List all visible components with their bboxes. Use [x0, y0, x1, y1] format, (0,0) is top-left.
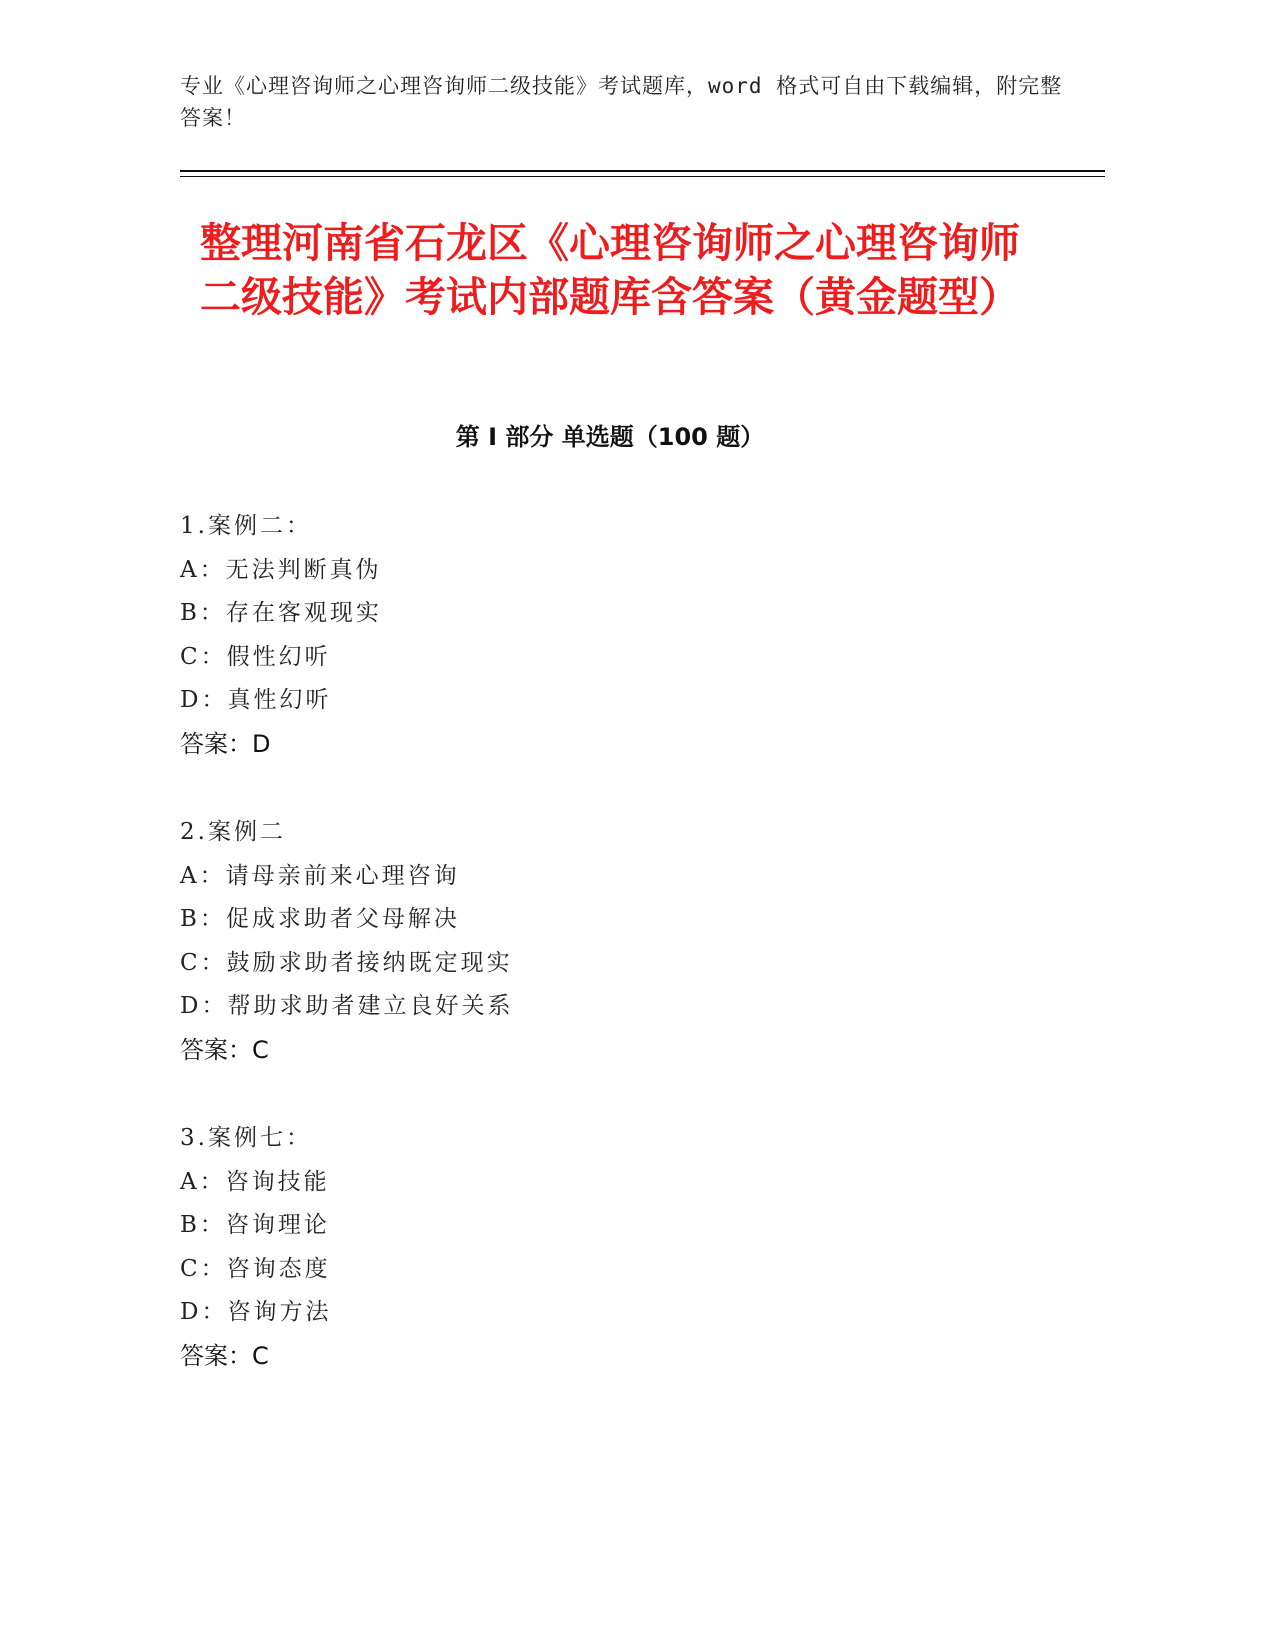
answer-line: 答案：C	[180, 1341, 269, 1370]
option-c: C：假性幻听	[180, 643, 331, 670]
option-b: B：咨询理论	[180, 1212, 330, 1238]
header-note: 专业《心理咨询师之心理咨询师二级技能》考试题库，word 格式可自由下载编辑，附完整答案！	[180, 74, 1063, 130]
question-stem: 2.案例二	[180, 819, 286, 845]
header-rule-thick	[180, 170, 1105, 172]
question-list	[180, 505, 1080, 1423]
option-b: B：促成求助者父母解决	[180, 906, 460, 932]
option-a: A：咨询技能	[180, 1168, 330, 1195]
option-a: A：请母亲前来心理咨询	[180, 862, 460, 889]
document-title: 整理河南省石龙区《心理咨询师之心理咨询师二级技能》考试内部题库含答案（黄金题型）	[200, 219, 1020, 321]
question-stem: 3.案例七：	[180, 1125, 312, 1151]
option-d: D：帮助求助者建立良好关系	[180, 993, 514, 1019]
question-item	[180, 1117, 1080, 1378]
header-rule-thin	[180, 176, 1105, 177]
option-c: C：鼓励求助者接纳既定现实	[180, 949, 513, 976]
option-c: C：咨询态度	[180, 1255, 331, 1282]
question-item	[180, 505, 1080, 766]
answer-line: 答案：D	[180, 729, 271, 758]
option-a: A：无法判断真伪	[180, 556, 382, 583]
option-d: D：咨询方法	[180, 1299, 332, 1325]
option-b: B：存在客观现实	[180, 600, 382, 626]
option-d: D：真性幻听	[180, 687, 332, 713]
question-stem: 1.案例二：	[180, 513, 312, 539]
question-item	[180, 811, 1080, 1072]
answer-line: 答案：C	[180, 1035, 269, 1064]
section-title: 第 I 部分 单选题（100 题）	[455, 423, 765, 451]
